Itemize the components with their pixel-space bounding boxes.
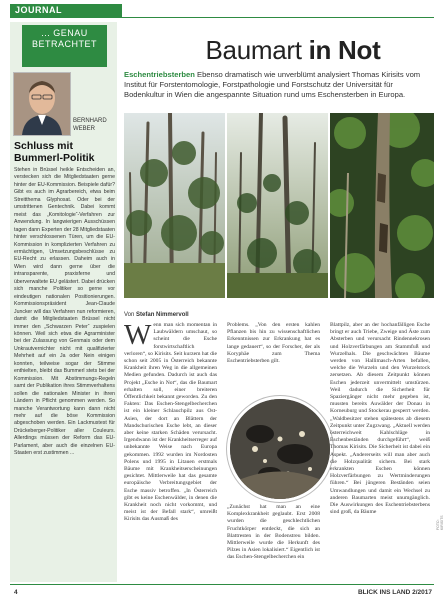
lead-keyword: Eschentriebsterben: [124, 70, 195, 79]
column-body: Stehen in Brüssel heikle Entscheiden an, verstecken sich die Mitgliedstaaten gerne hinter der EU-Kommission. Beispiele dafür? Gibt es auch im Agrarbereich, etwa beim Streitthema Glyphosat. Oder bei der umstrittenen Gentechnik. Dabei kommt meist das „Komitologie“-Verfahren zur Anwendung. In langwierigen Ausschüssen tagen dann Experten der 28 Mitgliedstaaten hinter verschlossenen Türen, um die EU-Kommission in komplizierten Verfahren zu ermächtigen, Umsetzungsbeschlüsse zu EU-Recht zu erlassen. Daheim auch in Wien wird dann gerne über die intransparente, praxisferne und überverwaltete EU gelästert. Dabei drücken sich manche Politiker so gerne vor eindeutigen nationalen Positionierungen. Kommissionspräsident Jean-Claude Juncker will das Verfahren nun reformieren, damit die Mitgliedstaaten Brüssel nicht immer den „Schwarzen Peter“ zuspielen können. Weil sich etwa die Agrarminister bei der Zulassung von Genmais oder dem Unkrautvernichter nicht mit qualifizierter Mehrheit auf ein Ja oder Nein einigen konnten, teilweise sogar der Stimme enthielten, bleibt das Bummerl stets bei der Kommission. Mit Abstimmungs-Regeln samt der Publikation ihres Stimmverhaltens sollen die nationalen Minister in ihren Ländern in Pflicht genommen werden. So manche Verantwortung kann dann nicht mehr auf die böse Kommission abgeschoben werden. Ein Lackmustest für Drückeberger-Politiker aller Couleurs. Allerdings müssen der Reform das EU-Parlament, aber auch die einzelnen EU-Staaten erst zustimmen ...: [14, 167, 115, 457]
column-header-line1: ... GENAU: [41, 28, 88, 38]
headline-plain: Baumart: [205, 35, 302, 65]
photo-credit: FOTO: KIRISITS: [436, 515, 444, 530]
author-first-name: BERNHARD: [73, 118, 107, 124]
author-last-name: WEBER: [73, 126, 96, 132]
headline-bold: in Not: [308, 35, 381, 65]
byline-prefix: Von: [124, 312, 135, 318]
forest-photo-1: [124, 113, 225, 298]
page-number: 4: [14, 589, 18, 596]
article-column-1-text: enn man sich momentan in Laubwäldern umschaut, so scheint die Esche forstwirtschaftlich verloren“, so Kirisits. Seit kurzem hat die schon seit 2005 in Österreich bekannte Krankheit ihren Weg in die allgemeinen Medien gefunden. Dadurch ist auch das Projekt „Esche in Not“, das die Baumart erhalten soll, einer breiteren Öffentlichkeit bekannt geworden. Zu den Fakten: Das Eschen-Stengelbecherchen ist ein kleiner Schlauchpilz aus Ost-Asien, der dort an Blättern der Mandschurischen Esche lebt, an dieser aber keine starken Schäden verursacht. Irgendwann ist der Krankheitserreger auf unbekannte Weise nach Europa gekommen. 1992 wurden im Nordosten Polens und 1995 in Litauen erstmals Bäume mit Krankheitserscheinungen gesichtet. Mittlerweile hat das gesamte europäische Verbreitungsgebiet der Esche massiv betroffen. „In Österreich gibt es keine Eschenwälder, in denen die Krankheit noch nicht vorkommt, und meist ist der Befall stark“, umreißt Kirisits das Ausmaß des: [124, 322, 217, 523]
column-header: [22, 25, 107, 67]
column-title: Schluss mit Bummerl-Politik: [14, 140, 95, 164]
footer-rule: [10, 584, 434, 585]
section-tag: JOURNAL: [10, 4, 122, 17]
fungus-photo: [227, 396, 333, 502]
article-column-1: [124, 322, 217, 580]
article-headline: [158, 36, 428, 64]
column-header-line2: BETRACHTET: [31, 39, 97, 49]
byline: [124, 312, 189, 318]
article-lead: [124, 70, 434, 100]
article-column-3: Blattpilz, aber an der hochanfälligen Esche bringt er auch Triebe, Zweige und Äste zum Absterben und verursacht Rindennekrosen und Holzverfärbungen am Stammfuß und Wurzelhals. Die geschwächten Bäume werden von Hallimasch-Arten befallen, welche die Wurzeln und den Wurzelstock zersetzen. Ab diesem Zeitpunkt können Eschen jederzeit unvermittelt umstürzen. Weil dadurch die Sicherheit für Spaziergänger nicht mehr gegeben ist, mussten bereits Auwälder der Donau in Korneuburg und Stockerau gesperrt werden. „Waldbesitzer stehen spätestens ab diesem Zeitpunkt unter Zugzwang. „Aktuell werden österreichweit Kahlschläge in Eschenbeständen durchgeführt“, weiß Thomas Kirisits. Die Sicherheit ist dabei ein Aspekt. „Andererseits will man aber auch die Holzqualität sichern. Bei stark erkrankten Eschen können Holzverfärbungen zu Wertminderungen führen.“ Bei jüngeren Beständen seien Umwandlungen und damit ein Wechsel zu anderen Baumarten meist unumgänglich. Die Auswirkungen des Eschentriebsterbens sind groß, da Bäume: [330, 322, 430, 516]
magazine-name: BLICK INS LAND 2/2017: [357, 589, 432, 596]
dropcap: W: [124, 322, 152, 351]
article-column-2a: Problems. „Von den ersten kahlen Pflanzen bis hin zu wissenschaftlichen Erkenntnissen zur Erkrankung hat es lange gedauert“, so der Forscher, der als Koryphäe zum Thema Eschentriebsterben gilt.: [227, 322, 320, 365]
forest-photo-3: [330, 113, 434, 298]
top-rule: [10, 17, 434, 18]
forest-photo-2: [227, 113, 328, 298]
lead-text: Ebenso dramatisch wie unverblümt analysiert Thomas Kirisits vom Institut für Forstentomologie, Forstpathologie und Forstschutz der Universität für Bodenkultur in Wien die angespannte Situation rund ums Eschensterben in Europa.: [124, 70, 421, 99]
article-column-2b: „Zunächst hat man an eine Komplexkrankheit geglaubt. Erst 2008 wurden die geschlechtlichen Fruchtkörper entdeckt, die sich an Blattresten in der Bodenstreu bilden. Mittlerweile wurde die Herkunft des Pilzes in Asien lokalisiert.“ Eigentlich ist das Eschen-Stengelbecherchen ein: [227, 504, 320, 561]
byline-author: Stefan Nimmervoll: [136, 312, 189, 318]
author-photo: [13, 72, 71, 136]
author-name: [73, 117, 115, 133]
